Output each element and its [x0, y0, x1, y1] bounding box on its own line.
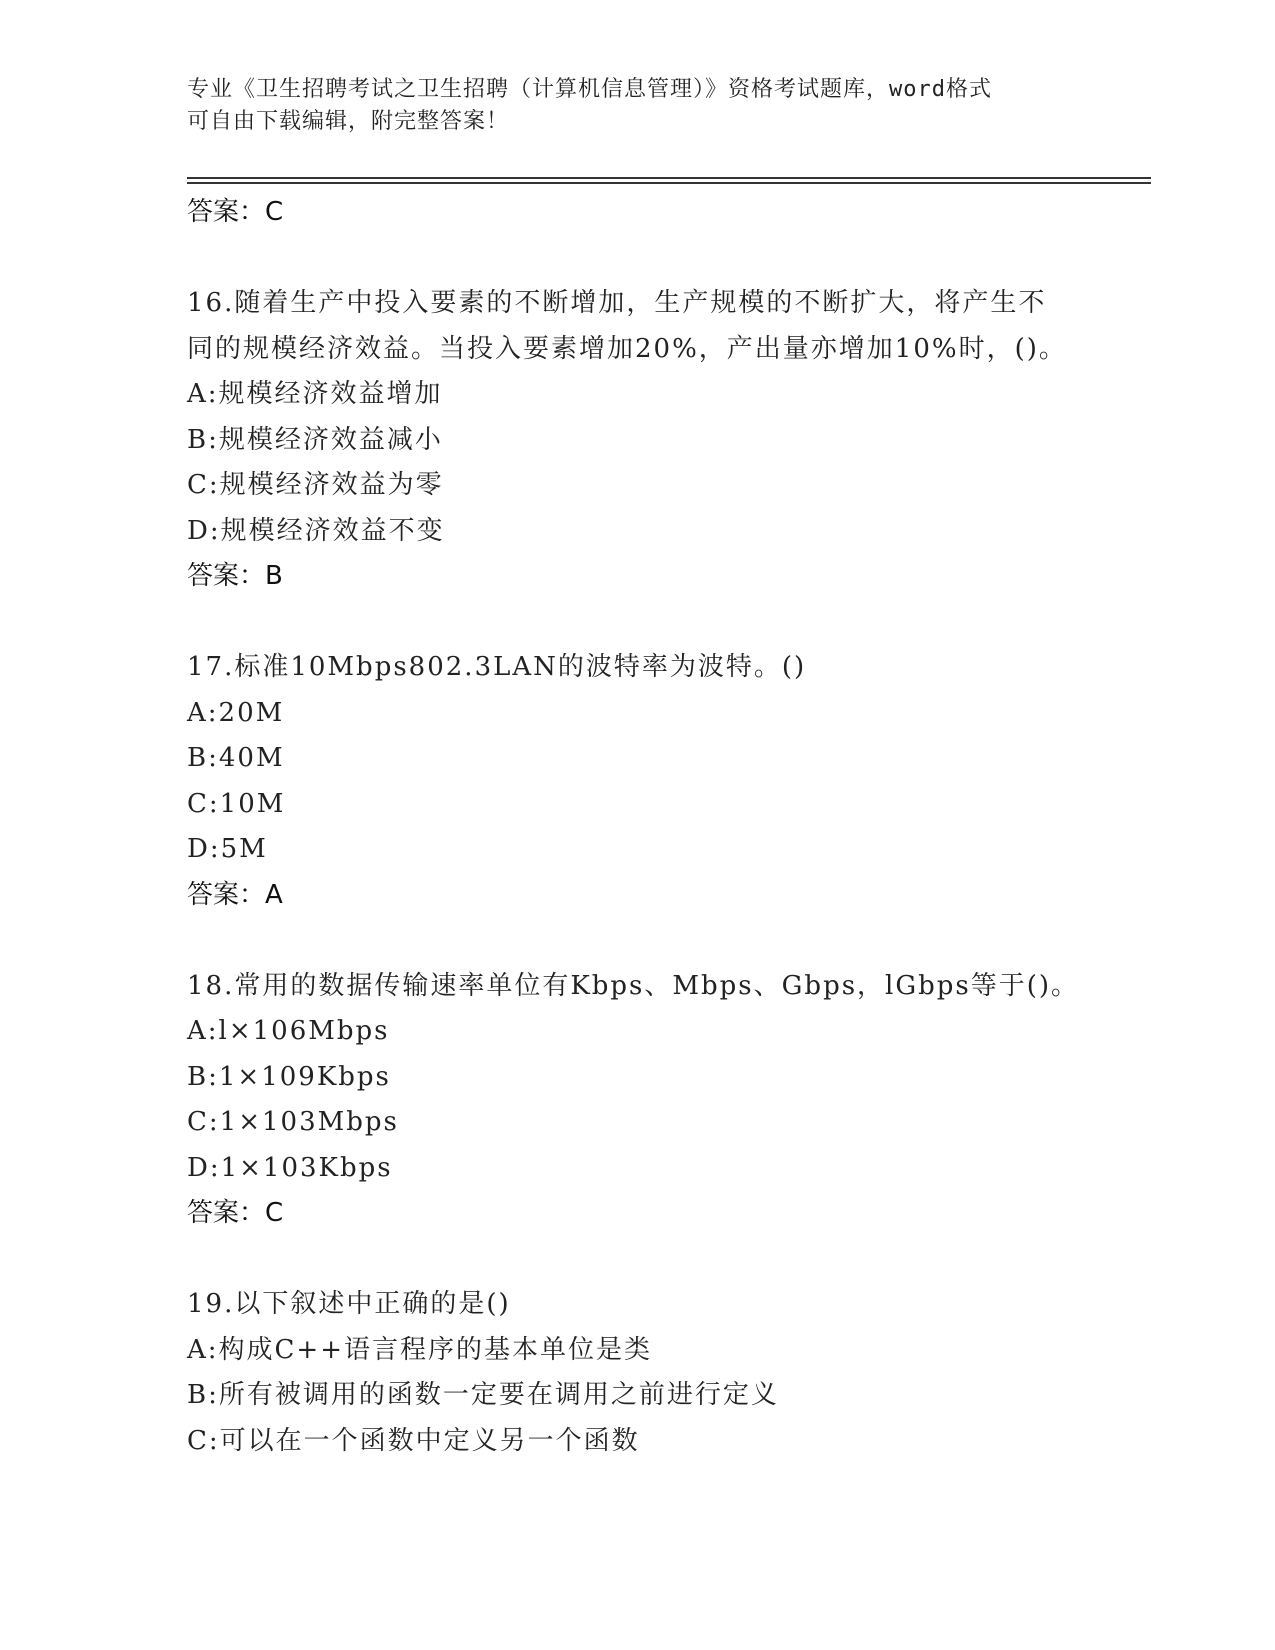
option-b: B:所有被调用的函数一定要在调用之前进行定义	[187, 1380, 779, 1410]
option-b: B:40M	[187, 743, 285, 773]
question-18	[187, 964, 1087, 1237]
option-b: B:1×109Kbps	[187, 1061, 391, 1092]
question-stem: 19.以下叙述中正确的是()	[187, 1289, 511, 1319]
spacer	[187, 918, 1087, 964]
option-d: D:1×103Kbps	[187, 1152, 393, 1183]
spacer	[187, 1237, 1087, 1283]
option-d: D:5M	[187, 834, 268, 864]
option-a: A:规模经济效益增加	[187, 379, 443, 409]
header-divider-top	[187, 177, 1151, 179]
question-16	[187, 281, 1087, 600]
header-line-2: 可自由下载编辑，附完整答案！	[187, 109, 510, 134]
option-b: B:规模经济效益减小	[187, 424, 443, 455]
option-c: C:10M	[187, 788, 286, 819]
question-stem: 17.标准10Mbps802.3LAN的波特率为波特。()	[187, 652, 807, 682]
spacer	[187, 600, 1087, 646]
option-a: A:l×106Mbps	[187, 1016, 390, 1046]
question-list	[187, 190, 1087, 1464]
answer: 答案：B	[187, 561, 283, 591]
option-c: C:可以在一个函数中定义另一个函数	[187, 1425, 640, 1456]
header-divider-bottom	[187, 182, 1151, 184]
answer: 答案：A	[187, 879, 283, 910]
option-a: A:20M	[187, 697, 285, 728]
question-17	[187, 645, 1087, 918]
previous-answer: 答案：C	[187, 197, 284, 227]
answer: 答案：C	[187, 1198, 284, 1228]
option-a: A:构成C++语言程序的基本单位是类	[187, 1334, 653, 1365]
question-stem: 16.随着生产中投入要素的不断增加，生产规模的不断扩大，将产生不	[187, 288, 1047, 318]
header-line-1: 专业《卫生招聘考试之卫生招聘（计算机信息管理）》资格考试题库，word格式	[187, 77, 992, 102]
spacer	[187, 236, 1087, 282]
question-19	[187, 1282, 1087, 1464]
option-c: C:规模经济效益为零	[187, 470, 444, 500]
document-header	[187, 74, 1087, 138]
question-stem: 18.常用的数据传输速率单位有Kbps、Mbps、Gbps，lGbps等于()。	[187, 970, 1080, 1001]
option-d: D:规模经济效益不变	[187, 515, 445, 546]
question-stem-cont: 同的规模经济效益。当投入要素增加20%，产出量亦增加10%时，()。	[187, 333, 1067, 364]
option-c: C:1×103Mbps	[187, 1107, 399, 1137]
